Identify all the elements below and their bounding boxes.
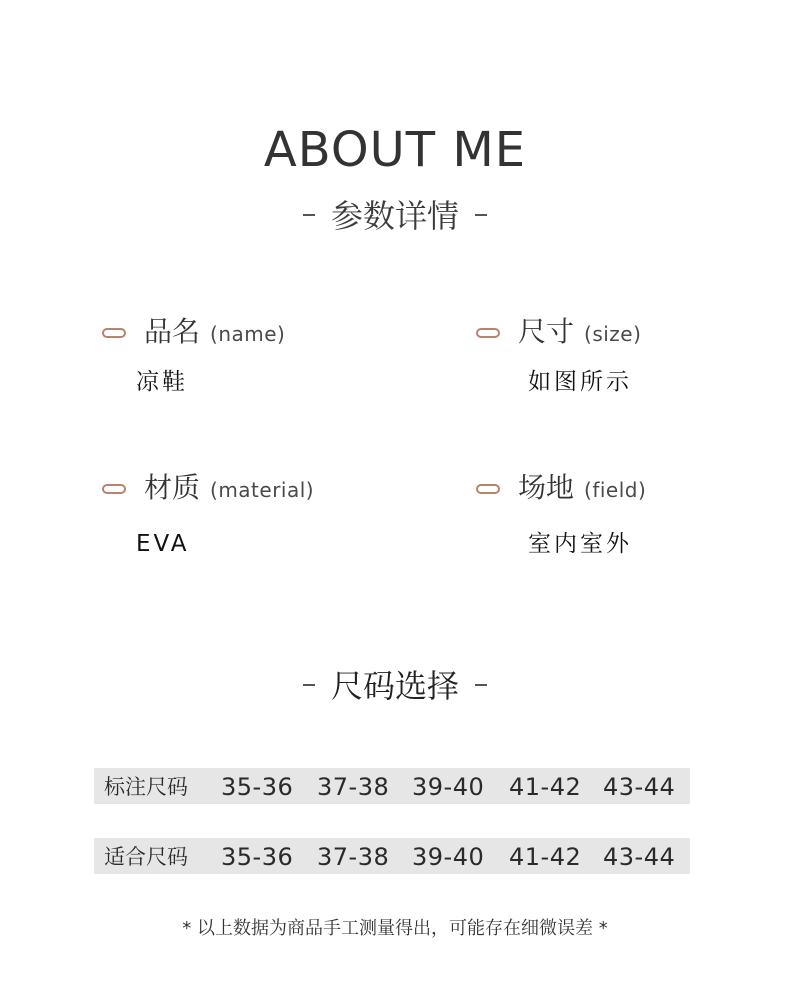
param-name bbox=[102, 314, 402, 404]
param-material bbox=[102, 470, 402, 560]
size-cell: 37-38 bbox=[317, 843, 390, 871]
param-label-en: (material) bbox=[210, 478, 315, 502]
param-label-en: (field) bbox=[584, 478, 647, 502]
dash-left bbox=[303, 684, 315, 686]
footnote: * 以上数据为商品手工测量得出，可能存在细微误差 * bbox=[182, 918, 608, 939]
page-title: ABOUT ME bbox=[263, 122, 527, 178]
pill-icon bbox=[476, 484, 500, 494]
param-label: 材质 bbox=[144, 471, 201, 504]
size-cell: 35-36 bbox=[221, 843, 294, 871]
param-label: 尺寸 bbox=[518, 315, 575, 348]
param-size bbox=[476, 314, 776, 404]
param-value: 如图所示 bbox=[528, 369, 632, 395]
page-subtitle bbox=[0, 194, 790, 238]
param-value: 凉鞋 bbox=[136, 369, 188, 395]
row-label: 标注尺码 bbox=[104, 775, 188, 799]
row-label: 适合尺码 bbox=[104, 845, 188, 869]
size-cell: 35-36 bbox=[221, 773, 294, 801]
size-row-marked bbox=[94, 768, 690, 804]
size-row-fit bbox=[94, 838, 690, 874]
size-cell: 41-42 bbox=[509, 773, 582, 801]
param-value: 室内室外 bbox=[528, 531, 632, 557]
param-label: 品名 bbox=[144, 315, 201, 348]
size-cell: 41-42 bbox=[509, 843, 582, 871]
param-label-en: (size) bbox=[584, 322, 642, 346]
param-label-en: (name) bbox=[210, 322, 286, 346]
size-section-title-text: 尺码选择 bbox=[330, 667, 459, 705]
param-value: EVA bbox=[136, 531, 190, 557]
dash-right bbox=[475, 684, 487, 686]
size-cell: 43-44 bbox=[603, 773, 676, 801]
param-label: 场地 bbox=[518, 471, 575, 504]
dash-left bbox=[303, 214, 315, 216]
pill-icon bbox=[102, 328, 126, 338]
param-field bbox=[476, 470, 776, 560]
size-section-title bbox=[0, 664, 790, 708]
size-cell: 37-38 bbox=[317, 773, 390, 801]
pill-icon bbox=[476, 328, 500, 338]
subtitle-text: 参数详情 bbox=[330, 197, 459, 235]
size-cell: 39-40 bbox=[412, 773, 485, 801]
size-cell: 43-44 bbox=[603, 843, 676, 871]
size-cell: 39-40 bbox=[412, 843, 485, 871]
dash-right bbox=[475, 214, 487, 216]
pill-icon bbox=[102, 484, 126, 494]
